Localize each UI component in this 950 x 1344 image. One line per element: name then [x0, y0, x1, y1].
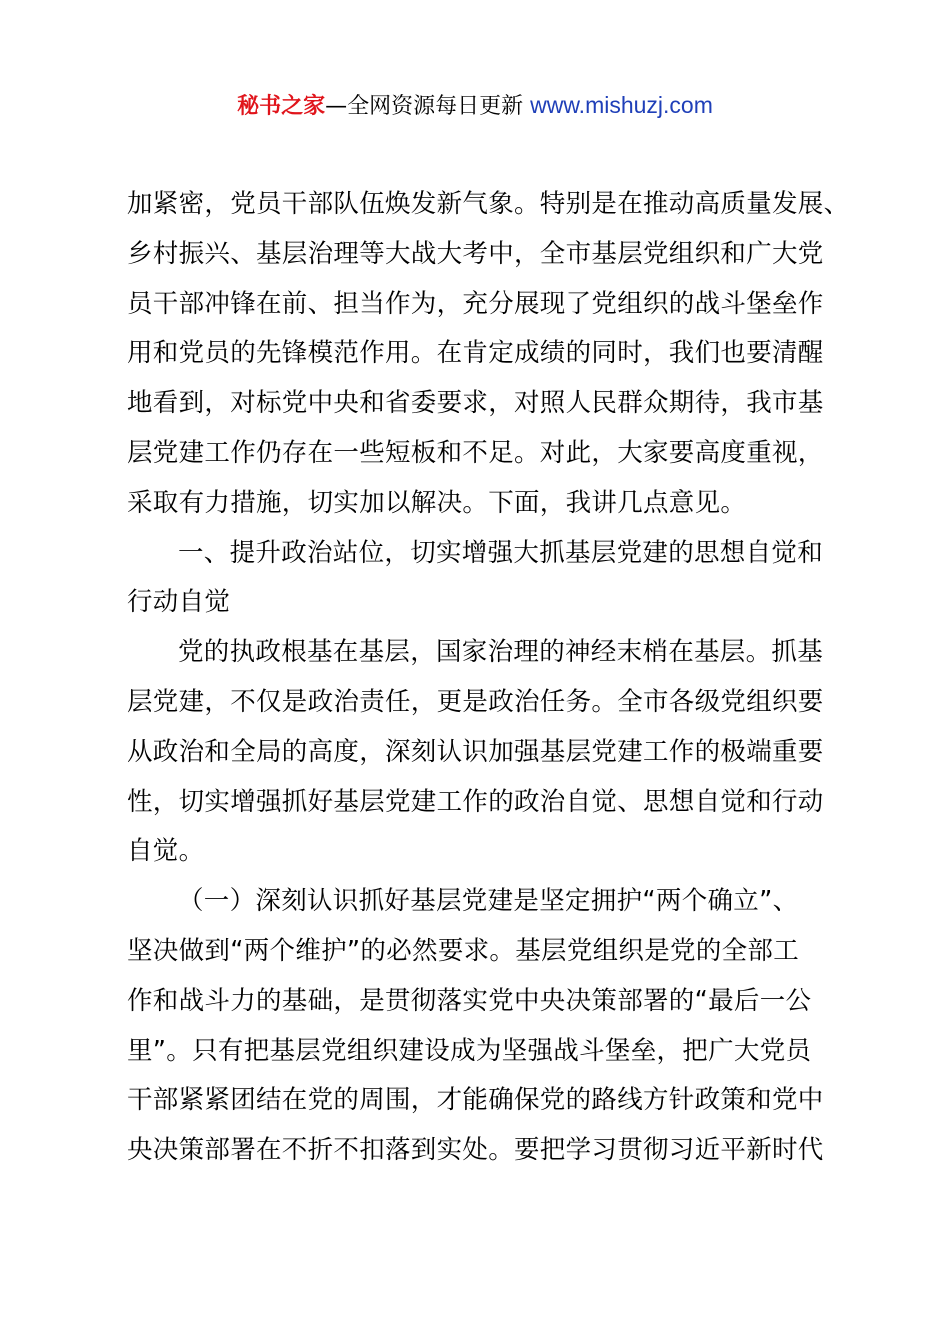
paragraph-line: 自觉。: [127, 836, 205, 867]
paragraph-line: 员干部冲锋在前、担当作为，充分展现了党组织的战斗堡垒作: [127, 288, 824, 319]
site-url-link[interactable]: www.mishuzj.com: [530, 92, 713, 118]
paragraph-line: 坚决做到“两个维护”的必然要求。基层党组织是党的全部工: [127, 935, 800, 966]
document-body: [127, 180, 850, 1176]
site-slogan: —全网资源每日更新: [325, 94, 524, 119]
paragraph-line: 作和战斗力的基础，是贯彻落实党中央决策部署的“最后一公: [127, 985, 812, 1016]
site-header: [0, 88, 950, 124]
paragraph-line: 层党建，不仅是政治责任，更是政治任务。全市各级党组织要: [127, 686, 824, 717]
section-heading-continued: 行动自觉: [127, 587, 231, 618]
subsection-line: （一）深刻认识抓好基层党建是坚定拥护“两个确立”、: [178, 886, 799, 917]
paragraph-line: 里”。只有把基层党组织建设成为坚强战斗堡垒，把广大党员: [127, 1035, 812, 1066]
paragraph-line: 央决策部署在不折不扣落到实处。要把学习贯彻习近平新时代: [127, 1135, 824, 1166]
paragraph-line: 从政治和全局的高度，深刻认识加强基层党建工作的极端重要: [127, 736, 824, 767]
paragraph-line: 性，切实增强抓好基层党建工作的政治自觉、思想自觉和行动: [127, 786, 824, 817]
section-heading: 一、提升政治站位，切实增强大抓基层党建的思想自觉和: [178, 537, 824, 568]
paragraph-line: 地看到，对标党中央和省委要求，对照人民群众期待，我市基: [127, 388, 824, 419]
paragraph-line: 干部紧紧团结在党的周围，才能确保党的路线方针政策和党中: [127, 1085, 824, 1116]
paragraph-line: 层党建工作仍存在一些短板和不足。对此，大家要高度重视，: [127, 437, 824, 468]
paragraph-line: 用和党员的先锋模范作用。在肯定成绩的同时，我们也要清醒: [127, 338, 824, 369]
paragraph-line: 党的执政根基在基层，国家治理的神经末梢在基层。抓基: [178, 637, 824, 668]
paragraph-line: 采取有力措施，切实加以解决。下面，我讲几点意见。: [127, 487, 747, 518]
paragraph-line: 加紧密，党员干部队伍焕发新气象。特别是在推动高质量发展、: [127, 189, 850, 219]
site-brand: 秘书之家: [237, 94, 326, 119]
paragraph-line: 乡村振兴、基层治理等大战大考中，全市基层党组织和广大党: [127, 238, 824, 269]
